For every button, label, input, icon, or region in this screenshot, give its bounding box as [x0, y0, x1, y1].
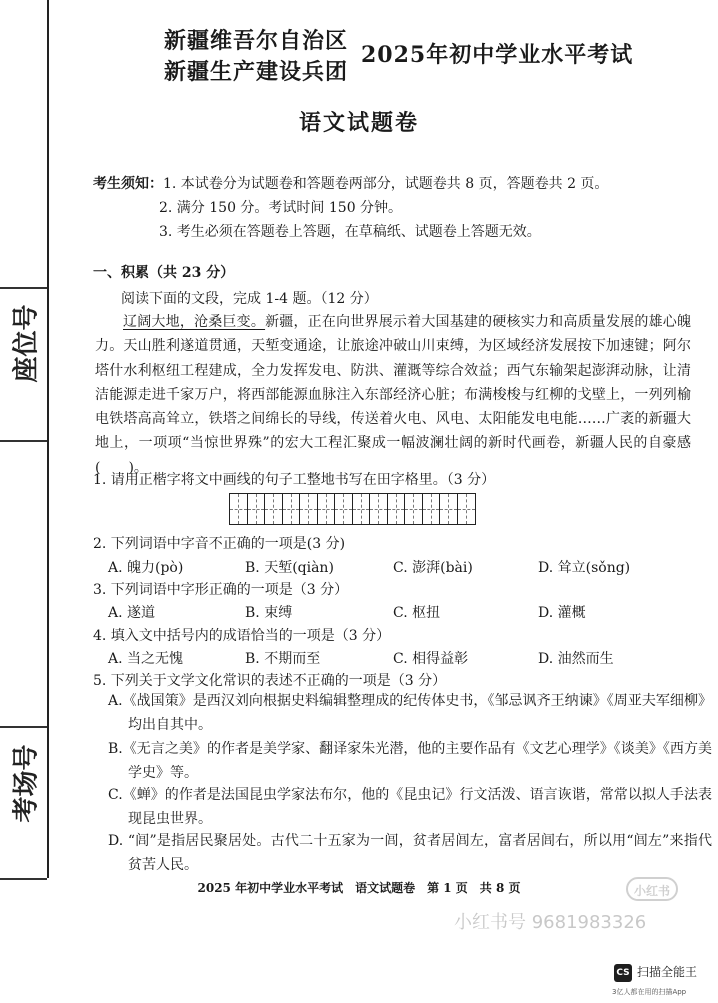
camscanner-logo-icon: CS — [614, 964, 632, 982]
grid-cell[interactable] — [335, 494, 353, 524]
notice-label: 考生须知： — [93, 176, 163, 192]
passage-intro: 阅读下面的文段，完成 1-4 题。（12 分） — [121, 291, 378, 307]
grid-cell[interactable] — [265, 494, 283, 524]
grid-cell[interactable] — [440, 494, 458, 524]
q2-option-c: C. 澎湃(bài) — [393, 560, 473, 576]
paper-title: 语文试题卷 — [298, 110, 419, 136]
notice-item: 3. 考生必须在答题卷上答题，在草稿纸、试题卷上答题无效。 — [159, 224, 541, 240]
grid-cell[interactable] — [283, 494, 301, 524]
q2-option-a: A. 魄力(pò) — [108, 560, 184, 576]
q4-option-a: A. 当之无愧 — [108, 651, 184, 667]
page-footer: 2025 年初中学业水平考试 语文试题卷 第 1 页 共 8 页 — [197, 881, 521, 895]
q3-option-a: A. 遂道 — [108, 605, 156, 621]
grid-cell[interactable] — [230, 494, 248, 524]
grid-cell[interactable] — [370, 494, 388, 524]
grid-cell[interactable] — [388, 494, 406, 524]
side-divider — [0, 287, 47, 289]
q4-option-c: C. 相得益彰 — [393, 651, 469, 667]
q3-option-d: D. 灌概 — [538, 605, 586, 621]
grid-cell[interactable] — [318, 494, 336, 524]
q3-option-c: C. 枢扭 — [393, 605, 441, 621]
q4-option-b: B. 不期而至 — [245, 651, 321, 667]
q4-option-d: D. 油然而生 — [538, 651, 614, 667]
region-line-1: 新疆维吾尔自治区 — [164, 28, 349, 54]
grid-cell[interactable] — [405, 494, 423, 524]
seat-number-label: 座位号 — [11, 304, 42, 383]
question-3: 3. 下列词语中字形正确的一项是（3 分） — [93, 582, 349, 598]
side-divider — [0, 440, 47, 442]
passage-text: 新疆，正在向世界展示着大国基建的硬核实力和高质量发展的雄心魄力。天山胜利遂道贯通，天堑变通途，让旅途冲破山川束缚，为区域经济发展按下加速键；阿尔塔什水利枢纽工程建成，全力发挥发电、防洪、灌溉等综合效益；西气东输架起澎湃动脉，让清洁能源走进千家万户，将西部能源血脉注入东部经济心脏；布满梭梭与红柳的戈壁上，一列列榆电铁塔高高耸立，铁塔之间绵长的导线，传送着火电、风电、太阳能发电电能……广袤的新疆大地上，一项项“当惊世界殊”的宏大工程汇聚成一幅波澜壮阔的新时代画卷，新疆人民的自豪感( )。 — [95, 314, 692, 476]
watermark-logo: 小红书 — [626, 877, 678, 901]
notice-item: 2. 满分 150 分。考试时间 150 分钟。 — [159, 200, 403, 216]
region-line-2: 新疆生产建设兵团 — [164, 59, 349, 85]
grid-cell[interactable] — [248, 494, 266, 524]
reading-passage — [95, 310, 691, 480]
exam-room-label: 考场号 — [11, 744, 42, 823]
question-1: 1. 请用正楷字将文中画线的句子工整地书写在田字格里。（3 分） — [93, 472, 496, 488]
q5-option-a: A.《战国策》是西汉刘向根据史料编辑整理成的纪传体史书，《邹忌讽齐王纳谏》《周亚夫军细柳》均出自其中。 — [108, 693, 712, 733]
question-4: 4. 填入文中括号内的成语恰当的一项是（3 分） — [93, 628, 391, 644]
camscanner-name: 扫描全能王 — [637, 965, 698, 979]
underlined-sentence: 辽阔大地，沧桑巨变。 — [123, 314, 266, 330]
watermark-text: 小红书号 9681983326 — [454, 912, 647, 933]
side-divider — [0, 726, 47, 728]
q5-option-d: D. “闾”是指居民聚居处。古代二十五家为一闾，贫者居闾左，富者居闾右，所以用“闾左”来指代贫苦人民。 — [108, 833, 712, 873]
tianzige-grid[interactable] — [229, 493, 476, 525]
question-5: 5. 下列关于文学文化常识的表述不正确的一项是（3 分） — [93, 673, 447, 689]
grid-cell[interactable] — [300, 494, 318, 524]
notice-item: 1. 本试卷分为试题卷和答题卷两部分，试题卷共 8 页，答题卷共 2 页。 — [163, 176, 609, 192]
question-2: 2. 下列词语中字音不正确的一项是(3 分) — [93, 536, 346, 552]
q2-option-b: B. 天堑(qiàn) — [245, 560, 334, 576]
grid-cell[interactable] — [423, 494, 441, 524]
grid-cell[interactable] — [353, 494, 371, 524]
exam-notice — [93, 172, 608, 244]
q3-option-b: B. 束缚 — [245, 605, 293, 621]
q5-option-c: C.《蝉》的作者是法国昆虫学家法布尔，他的《昆虫记》行文活泼、语言诙谐，常常以拟人手法表现昆虫世界。 — [108, 787, 712, 827]
region-block — [164, 26, 348, 88]
exam-title: 2025年初中学业水平考试 — [361, 42, 634, 68]
camscanner-tagline: 3亿人都在用的扫描App — [612, 988, 687, 996]
q2-option-d: D. 耸立(sǒng) — [538, 560, 631, 576]
grid-cell[interactable] — [458, 494, 476, 524]
q5-option-b: B.《无言之美》的作者是美学家、翻译家朱光潜，他的主要作品有《文艺心理学》《谈美》《西方美学史》等。 — [108, 741, 712, 781]
section-title: 一、积累（共 23 分） — [93, 265, 235, 281]
